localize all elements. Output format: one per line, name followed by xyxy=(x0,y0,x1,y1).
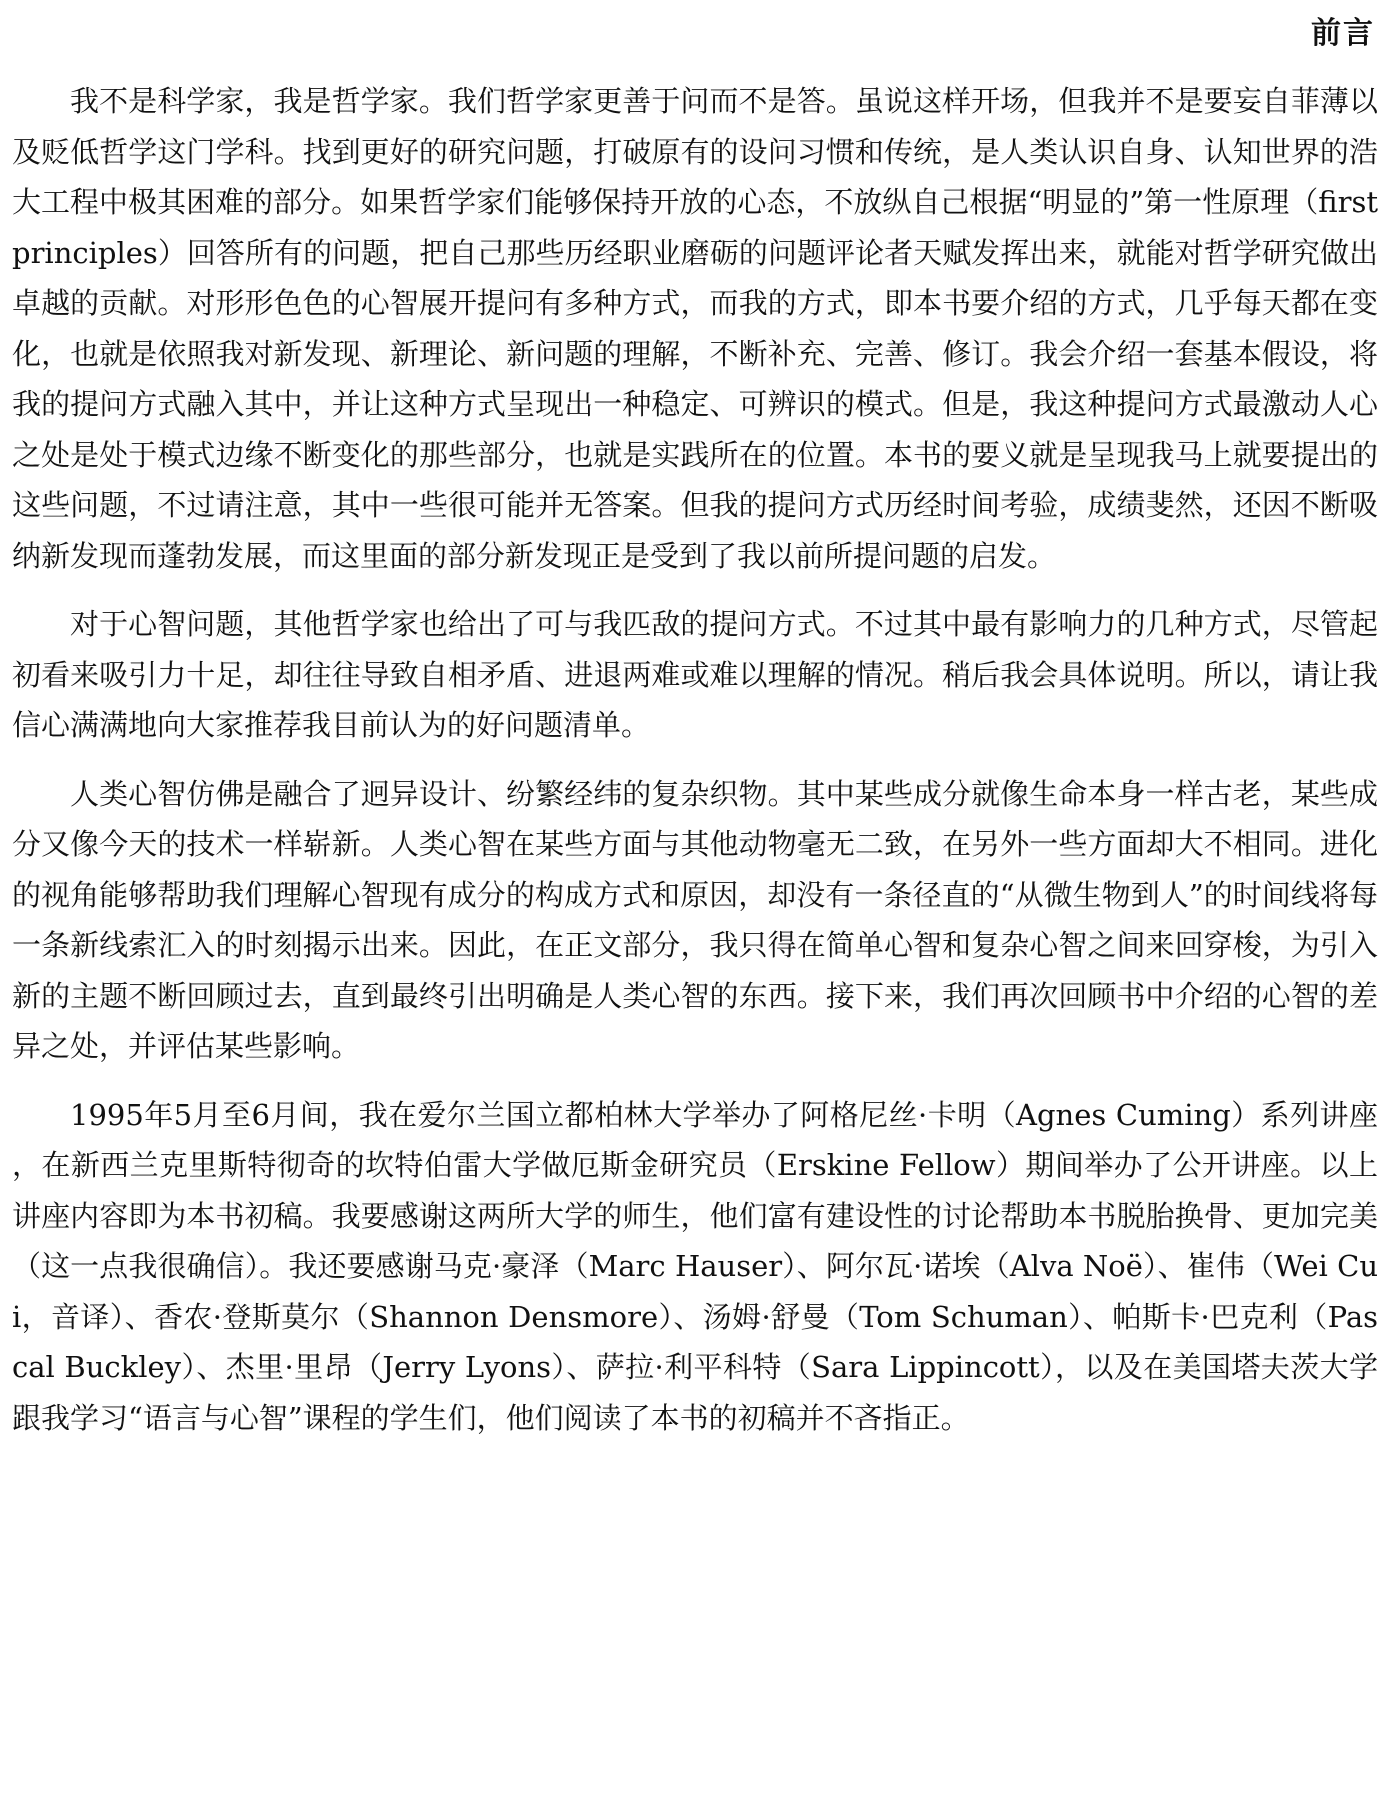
paragraph-3: 人类心智仿佛是融合了迥异设计、纷繁经纬的复杂织物。其中某些成分就像生命本身一样古老，某些成分又像今天的技术一样崭新。人类心智在某些方面与其他动物毫无二致，在另外一些方面却大不相同。进化的视角能够帮助我们理解心智现有成分的构成方式和原因，却没有一条径直的“从微生物到人”的时间线将每一条新线索汇入的时刻揭示出来。因此，在正文部分，我只得在简单心智和复杂心智之间来回穿梭，为引入新的主题不断回顾过去，直到最终引出明确是人类心智的东西。接下来，我们再次回顾书中介绍的心智的差异之处，并评估某些影响。 xyxy=(12,776,1378,1063)
paragraph-1: 我不是科学家，我是哲学家。我们哲学家更善于问而不是答。虽说这样开场，但我并不是要妄自菲薄以及贬低哲学这门学科。找到更好的研究问题，打破原有的设问习惯和传统，是人类认识自身、认知世界的浩大工程中极其困难的部分。如果哲学家们能够保持开放的心态，不放纵自己根据“明显的”第一性原理（first principles）回答所有的问题，把自己那些历经职业磨砺的问题评论者天赋发挥出来，就能对哲学研究做出卓越的贡献。对形形色色的心智展开提问有多种方式，而我的方式，即本书要介绍的方式，几乎每天都在变化，也就是依照我对新发现、新理论、新问题的理解，不断补充、完善、修订。我会介绍一套基本假设，将我的提问方式融入其中，并让这种方式呈现出一种稳定、可辨识的模式。但是，我这种提问方式最激动人心之处是处于模式边缘不断变化的那些部分，也就是实践所在的位置。本书的要义就是呈现我马上就要提出的这些问题，不过请注意，其中一些很可能并无答案。但我的提问方式历经时间考验，成绩斐然，还因不断吸纳新发现而蓬勃发展，而这里面的部分新发现正是受到了我以前所提问题的启发。 xyxy=(12,84,1378,573)
section-heading: 前言 xyxy=(1311,16,1375,51)
body-text xyxy=(12,76,1378,1443)
paragraph-4: 1995年5月至6月间，我在爱尔兰国立都柏林大学举办了阿格尼丝·卡明（Agnes Cuming）系列讲座，在新西兰克里斯特彻奇的坎特伯雷大学做厄斯金研究员（Erskine Fellow）期间举办了公开讲座。以上讲座内容即为本书初稿。我要感谢这两所大学的师生，他们富有建设性的讨论帮助本书脱胎换骨、更加完美（这一点我很确信）。我还要感谢马克·豪泽（Marc Hauser）、阿尔瓦·诺埃（Alva Noë）、崔伟（Wei Cui，音译）、香农·登斯莫尔（Shannon Densmore）、汤姆·舒曼（Tom Schuman）、帕斯卡·巴克利（Pascal Buckley）、杰里·里昂（Jerry Lyons）、萨拉·利平科特（Sara Lippincott），以及在美国塔夫茨大学跟我学习“语言与心智”课程的学生们，他们阅读了本书的初稿并不吝指正。 xyxy=(12,1097,1378,1435)
paragraph-2: 对于心智问题，其他哲学家也给出了可与我匹敌的提问方式。不过其中最有影响力的几种方式，尽管起初看来吸引力十足，却往往导致自相矛盾、进退两难或难以理解的情况。稍后我会具体说明。所以，请让我信心满满地向大家推荐我目前认为的好问题清单。 xyxy=(12,607,1378,742)
